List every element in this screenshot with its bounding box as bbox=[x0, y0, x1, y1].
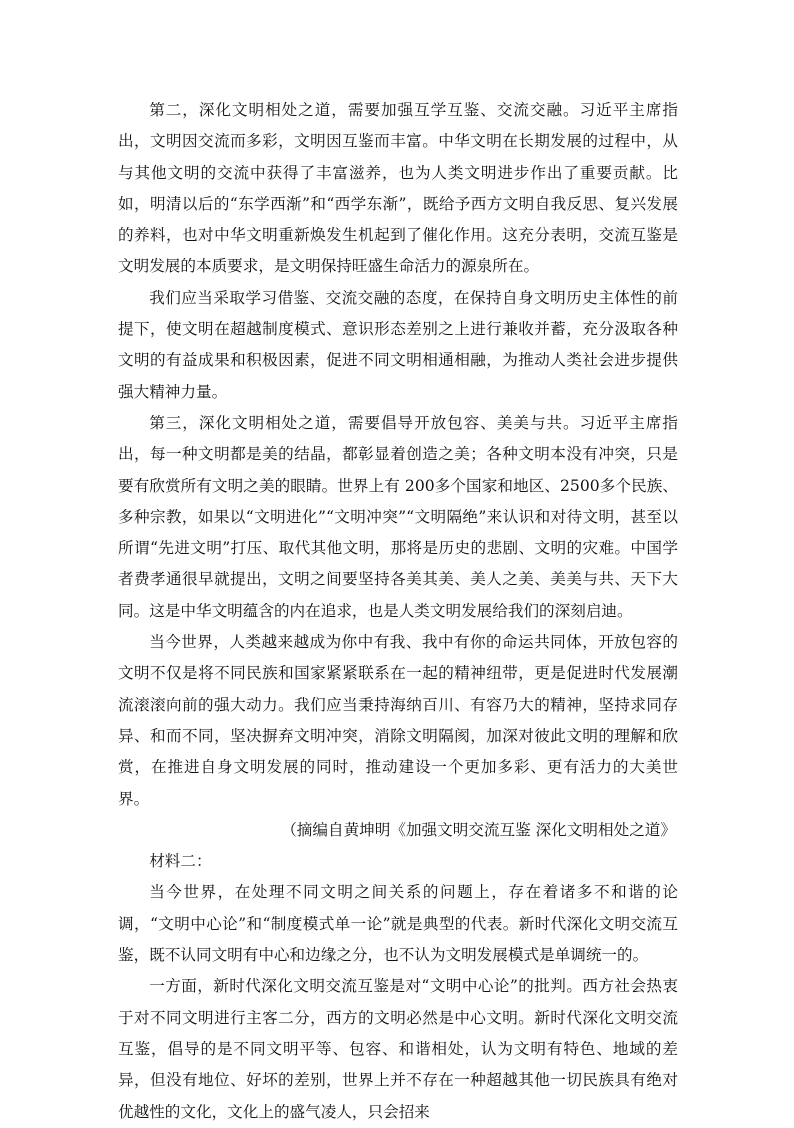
source-citation: （摘编自黄坤明《加强文明交流互鉴 深化文明相处之道》 bbox=[281, 820, 676, 839]
body-paragraph: 当今世界，在处理不同文明之间关系的问题上，存在着诸多不和谐的论调，“文明中心论”和“制度模式单一论”就是典型的代表。新时代深化文明交流互鉴，既不认同文明有中心和边缘之分，也不认为文明发展模式是单调统一的。 bbox=[118, 883, 678, 965]
document-page bbox=[118, 95, 678, 1128]
body-paragraph: 第三，深化文明相处之道，需要倡导开放包容、美美与共。习近平主席指出，每一种文明都是美的结晶，都彰显着创造之美；各种文明本没有冲突，只是要有欣赏所有文明之美的眼睛。世界上有 200多个国家和地区、2500多个民族、多种宗教，如果以“文明进化”“文明冲突”“文明隔绝”来认识和对待文明，甚至以所谓“先进文明”打压、取代其他文明，那将是历史的悲剧、文明的灾难。中国学者费孝通很早就提出，文明之间要坚持各美其美、美人之美、美美与共、天下大同。这是中华文明蕴含的内在追求，也是人类文明发展给我们的深刻启迪。 bbox=[118, 413, 678, 620]
material-label: 材料二： bbox=[149, 852, 212, 871]
body-paragraph: 我们应当采取学习借鉴、交流交融的态度，在保持自身文明历史主体性的前提下，使文明在超越制度模式、意识形态差别之上进行兼收并蓄，充分汲取各种文明的有益成果和积极因素，促进不同文明相通相融，为推动人类社会进步提供强大精神力量。 bbox=[118, 288, 678, 401]
body-paragraph: 当今世界，人类越来越成为你中有我、我中有你的命运共同体，开放包容的文明不仅是将不同民族和国家紧紧联系在一起的精神纽带，更是促进时代发展潮流滚滚向前的强大动力。我们应当秉持海纳百川、有容乃大的精神，坚持求同存异、和而不同，坚决摒弃文明冲突，消除文明隔阂，加深对彼此文明的理解和欣赏，在推进自身文明发展的同时，推动建设一个更加多彩、更有活力的大美世界。 bbox=[118, 633, 678, 808]
body-paragraph: 一方面，新时代深化文明交流互鉴是对“文明中心论”的批判。西方社会热衷于对不同文明进行主客二分，西方的文明必然是中心文明。新时代深化文明交流互鉴，倡导的是不同文明平等、包容、和谐相处，认为文明有特色、地域的差异，但没有地位、好坏的差别，世界上并不存在一种超越其他一切民族具有绝对优越性的文化，文化上的盛气凌人，只会招来 bbox=[118, 977, 678, 1121]
body-paragraph: 第二，深化文明相处之道，需要加强互学互鉴、交流交融。习近平主席指出，文明因交流而多彩，文明因互鉴而丰富。中华文明在长期发展的过程中，从与其他文明的交流中获得了丰富滋养，也为人类文明进步作出了重要贡献。比如，明清以后的“东学西渐”和“西学东渐”，既给予西方文明自我反思、复兴发展的养料，也对中华文明重新焕发生机起到了催化作用。这充分表明，交流互鉴是文明发展的本质要求，是文明保持旺盛生命活力的源泉所在。 bbox=[118, 101, 678, 276]
